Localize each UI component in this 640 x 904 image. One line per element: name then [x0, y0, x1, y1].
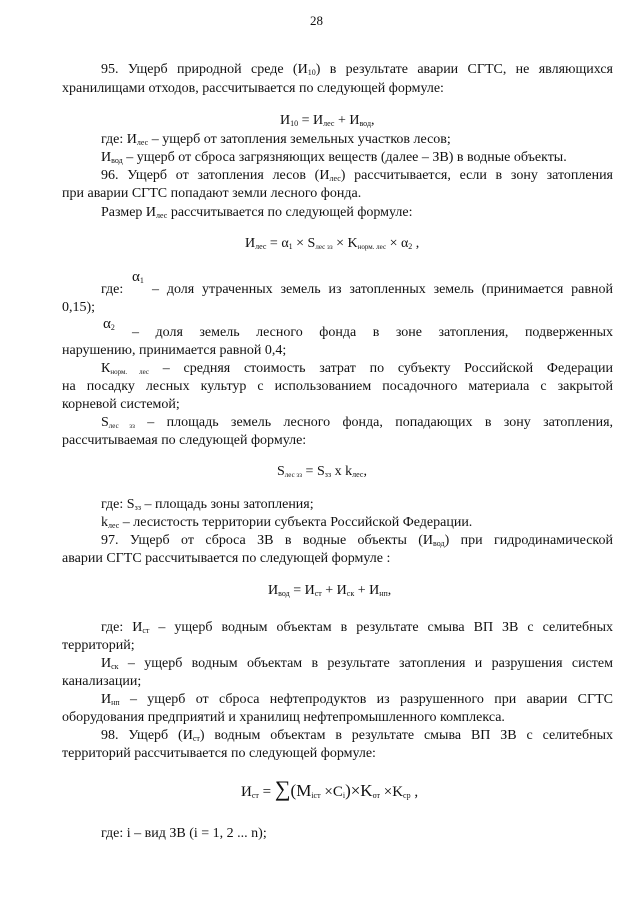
paragraph-95-line-1: 95. Ущерб природной среде $(И_{10})$ в результате аварии СГТС, не являющихся [101, 62, 613, 77]
alpha2-definition-cont: нарушению, принимается равной 0,4; [62, 343, 287, 358]
paragraph-96-line-3: Размер $И_{лес}$ рассчитывается по следующей формуле: [101, 205, 413, 220]
paragraph-98-line-1: 98. Ущерб $(И_{ст})$ водным объектам в результате смыва ВП ЗВ с селитебных [101, 728, 613, 743]
alpha2-symbol: $\alpha_2$ [103, 316, 115, 332]
paragraph-96-line-2: при аварии СГТС попадают земли лесного фонда. [62, 186, 362, 201]
knorm-definition-line-2: на посадку лесных культур с использованием посадочного материала с закрытой [62, 379, 613, 394]
alpha2-definition: – доля земель лесного фонда в зоне затопления, подверженных [132, 325, 613, 340]
formula-ist: $И_{ст} = \sum(M_{iст} \times C_i)\times K_{от} \times K_{ср}$ , [241, 776, 419, 801]
definition-isk-line-2: канализации; [62, 674, 142, 689]
paragraph-95-line-2: хранилищами отходов, рассчитывается по следующей формуле: [62, 81, 444, 96]
paragraph-97-line-2: аварии СГТС рассчитывается по следующей формуле : [62, 551, 391, 566]
definition-szz: где: $S_{зз}$ – площадь зоны затопления; [101, 497, 314, 512]
formula-slez: $S_{лес зз} = S_{зз}$ х $k_{лес}$, [277, 464, 367, 479]
alpha1-definition-cont: 0,15); [62, 300, 96, 315]
slez-definition-line-1: $S_{лес зз}$ – площадь земель лесного фонда, попадающих в зону затопления, [101, 415, 614, 430]
page-number: 28 [310, 13, 323, 28]
formula-ivod: $И_{вод} = И_{ст} + И_{ск} + И_{нп}$, [268, 583, 392, 598]
formula-iles: $И_{лес} = \alpha_1 \times S_{лес зз} \times K_{норм. лес} \times \alpha_2$ , [245, 236, 420, 251]
definition-ist-line-1: где: $И_{ст}$ – ущерб водным объектам в результате смыва ВП ЗВ с селитебных [101, 620, 613, 635]
alpha1-symbol: $\alpha_1$ [132, 269, 144, 285]
definition-i: где: i – вид ЗВ (i = 1, 2 ... n); [101, 826, 267, 841]
alpha1-definition: – доля утраченных земель из затопленных земель (принимается равной [152, 282, 613, 297]
definition-ist-line-2: территорий; [62, 638, 135, 653]
definition-isk-line-1: $И_{ск}$ – ущерб водным объектам в результате затопления и разрушения систем [101, 656, 613, 671]
knorm-definition-line-1: $К_{норм. лес}$ – средняя стоимость затрат по субъекту Российской Федерации [101, 361, 614, 376]
definition-kles: $k_{лес}$ – лесистость территории субъекта Российской Федерации. [101, 515, 473, 530]
alpha1-gde: где: [101, 282, 124, 297]
slez-definition-line-2: рассчитываемая по следующей формуле: [62, 433, 307, 448]
definition-inp-line-1: $И_{нп}$ – ущерб от сброса нефтепродуктов из разрушенного при аварии СГТС [101, 692, 613, 707]
definition-inp-line-2: оборудования предприятий и хранилищ нефтепромышленного комплекса. [62, 710, 505, 725]
knorm-definition-line-3: корневой системой; [62, 397, 180, 412]
paragraph-97-line-1: 97. Ущерб от сброса ЗВ в водные объекты $(И_{вод})$ при гидродинамической [101, 533, 613, 548]
formula-i10: $И_{10} = И_{лес} + И_{вод}$, [280, 113, 375, 128]
paragraph-98-line-2: территорий рассчитывается по следующей формуле: [62, 746, 376, 761]
paragraph-96-line-1: 96. Ущерб от затопления лесов $(И_{лес})$ рассчитывается, если в зону затопления [101, 168, 613, 183]
definition-ivod: $И_{вод}$ – ущерб от сброса загрязняющих веществ (далее – ЗВ) в водные объекты. [101, 150, 567, 165]
definition-iles: где: $И_{лес}$ – ущерб от затопления земельных участков лесов; [101, 132, 451, 147]
sum-symbol: ∑ [274, 776, 291, 801]
